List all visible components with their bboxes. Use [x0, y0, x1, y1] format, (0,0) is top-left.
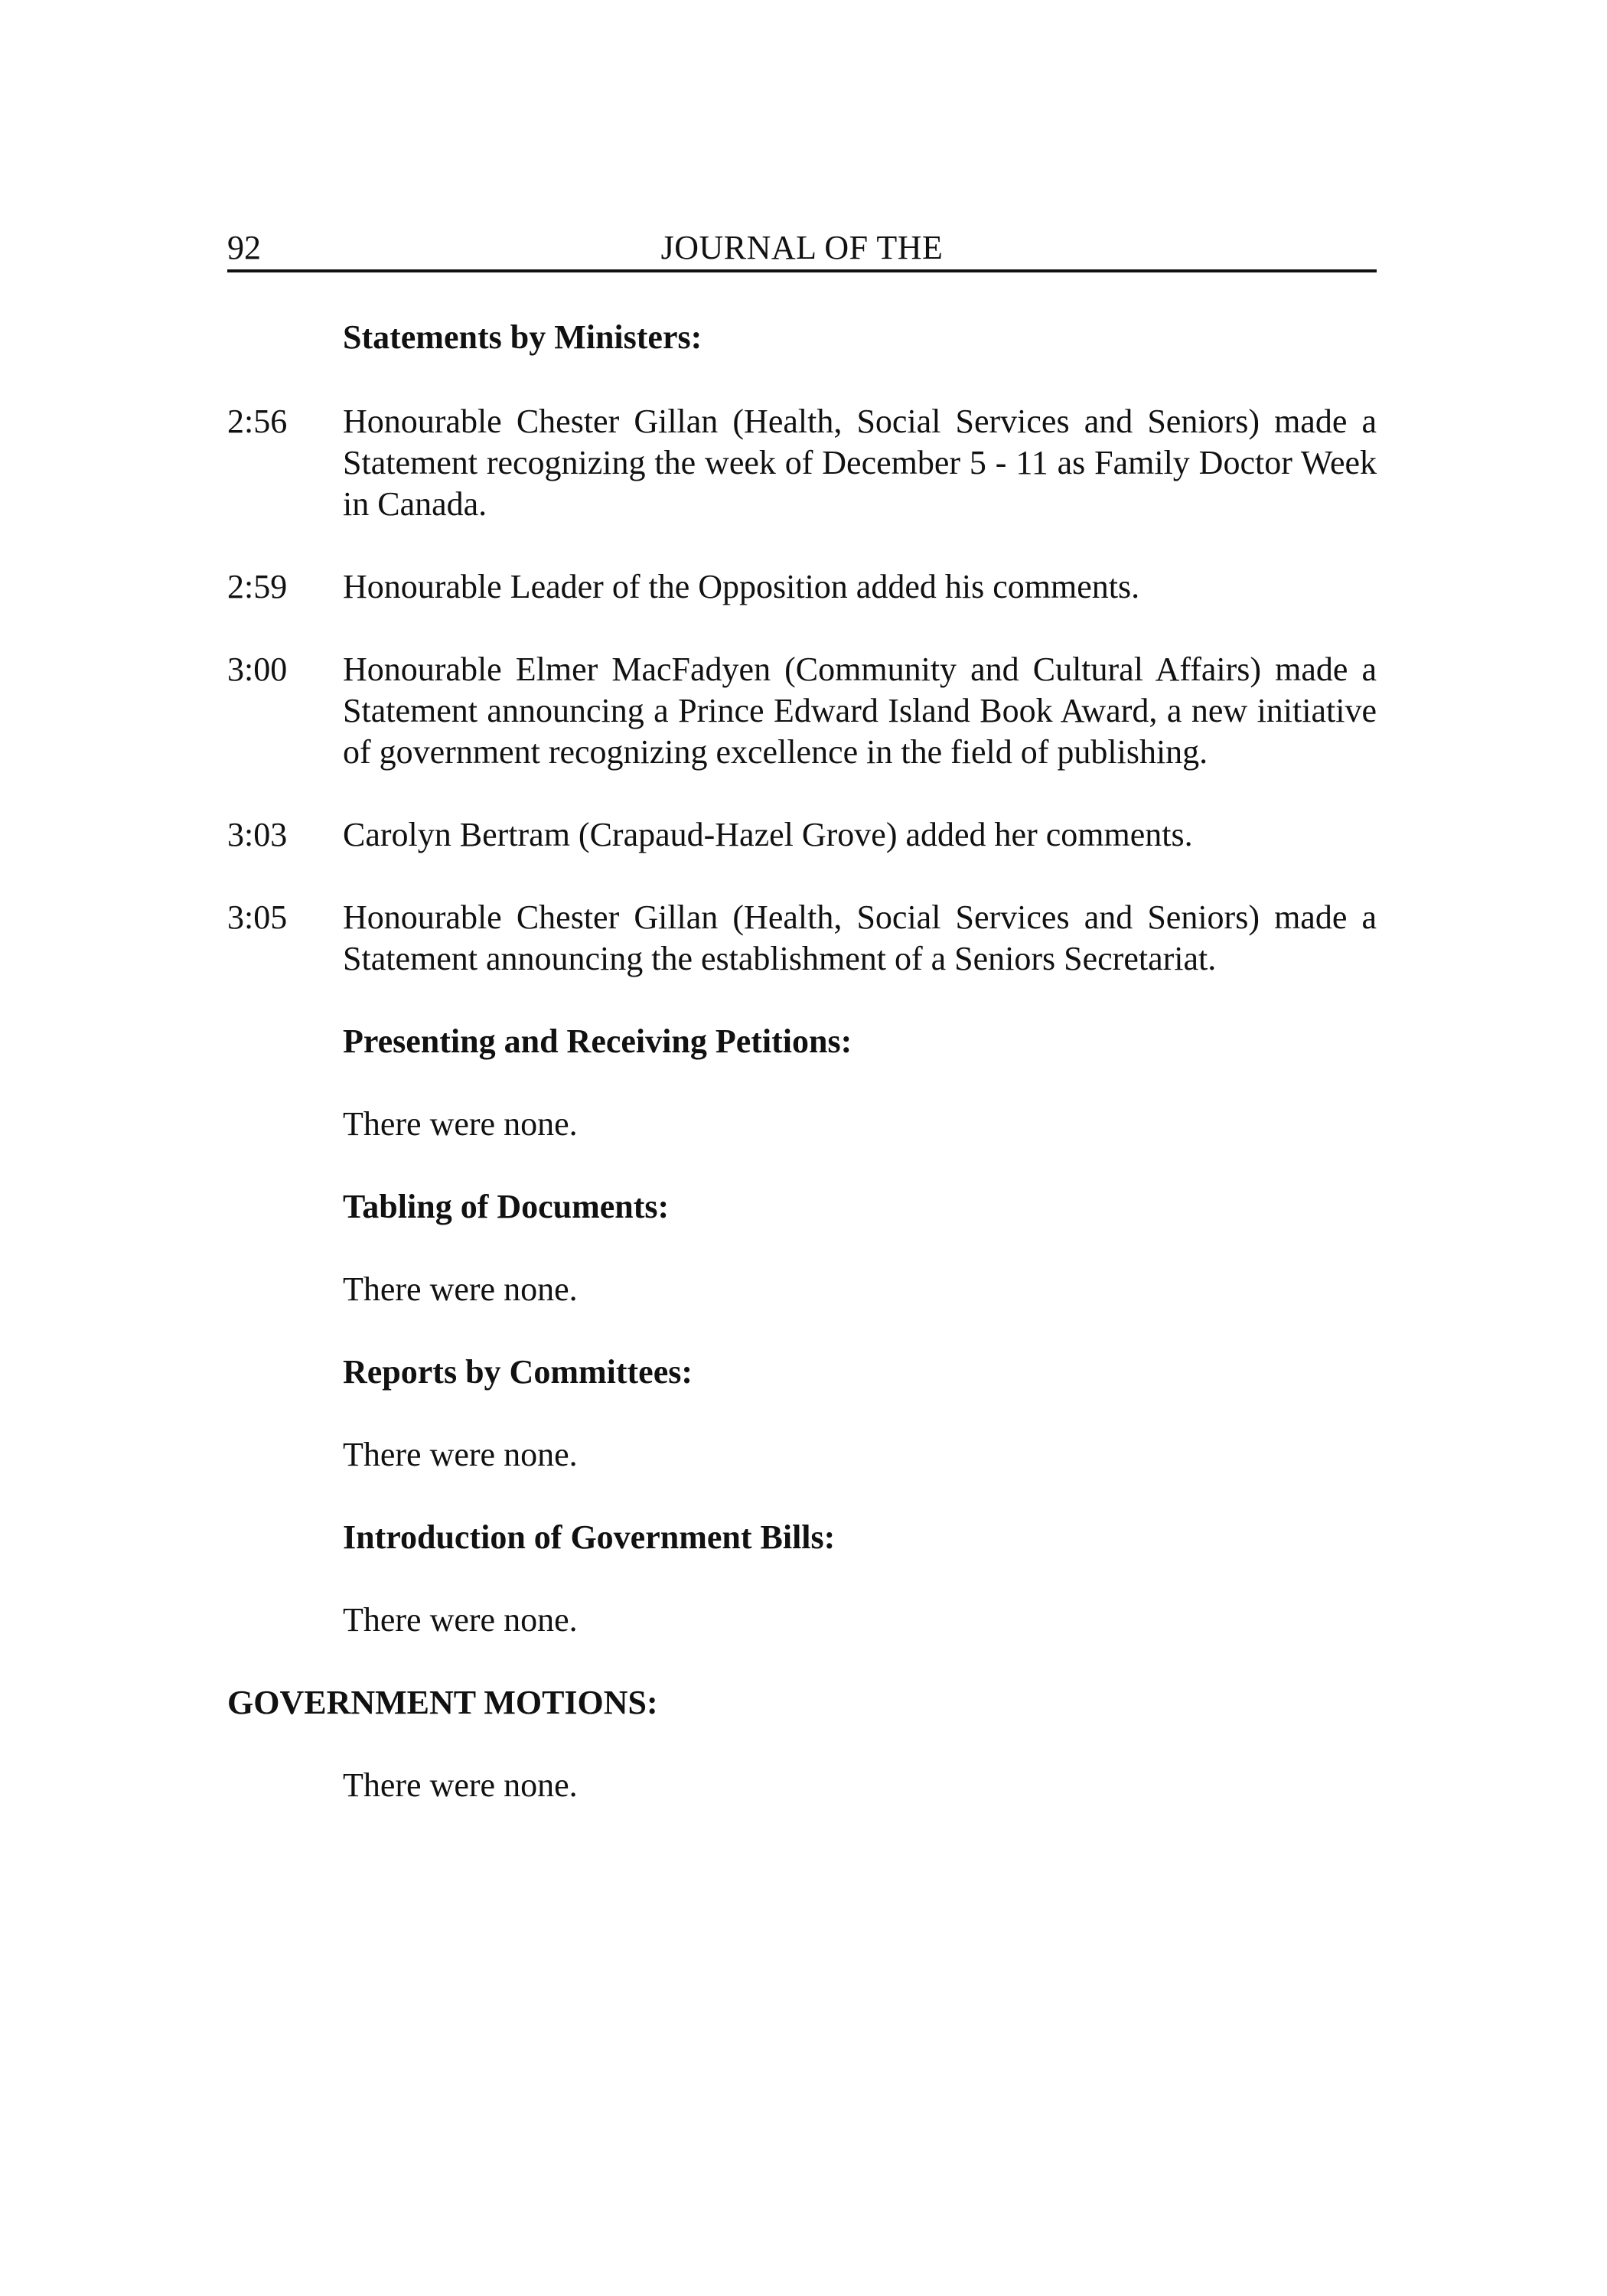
page-number: 92 — [227, 229, 261, 266]
entry-text: Honourable Leader of the Opposition added his comments. — [343, 568, 1140, 605]
section-heading-tabling-of-documents: Tabling of Documents: — [343, 1188, 670, 1225]
entry-time: 2:56 — [227, 403, 288, 440]
section-body-tabling-of-documents: There were none. — [343, 1270, 578, 1308]
entry-text: Honourable Chester Gillan (Health, Social Services and Seniors) made a Statement recognizing the week of December 5 - 11 as Family Doctor Week in Canada. — [343, 403, 1377, 523]
section-heading-reports-by-committees: Reports by Committees: — [343, 1353, 693, 1391]
entry-time: 2:59 — [227, 568, 288, 605]
section-body-government-motions: There were none. — [343, 1766, 578, 1804]
section-body-reports-by-committees: There were none. — [343, 1436, 578, 1473]
running-head — [227, 227, 1377, 272]
journal-title: JOURNAL OF THE — [660, 229, 944, 266]
entry-text: Honourable Chester Gillan (Health, Social Services and Seniors) made a Statement announcing the establishment of a Seniors Secretariat. — [343, 899, 1377, 977]
entry-time: 3:05 — [227, 899, 288, 936]
entry-text: Honourable Elmer MacFadyen (Community and Cultural Affairs) made a Statement announcing a Prince Edward Island Book Award, a new initiative of government recognizing excellence in the field of publishing. — [343, 651, 1377, 771]
entry-time: 3:00 — [227, 651, 288, 688]
section-heading-government-bills: Introduction of Government Bills: — [343, 1518, 836, 1556]
section-heading-statements-by-ministers: Statements by Ministers: — [343, 318, 702, 356]
section-heading-government-motions: GOVERNMENT MOTIONS: — [227, 1684, 658, 1721]
section-body-government-bills: There were none. — [343, 1601, 578, 1639]
section-body-petitions: There were none. — [343, 1105, 578, 1143]
entry-time: 3:03 — [227, 816, 288, 853]
section-heading-petitions: Presenting and Receiving Petitions: — [343, 1022, 852, 1060]
entry-text: Carolyn Bertram (Crapaud-Hazel Grove) added her comments. — [343, 816, 1193, 853]
